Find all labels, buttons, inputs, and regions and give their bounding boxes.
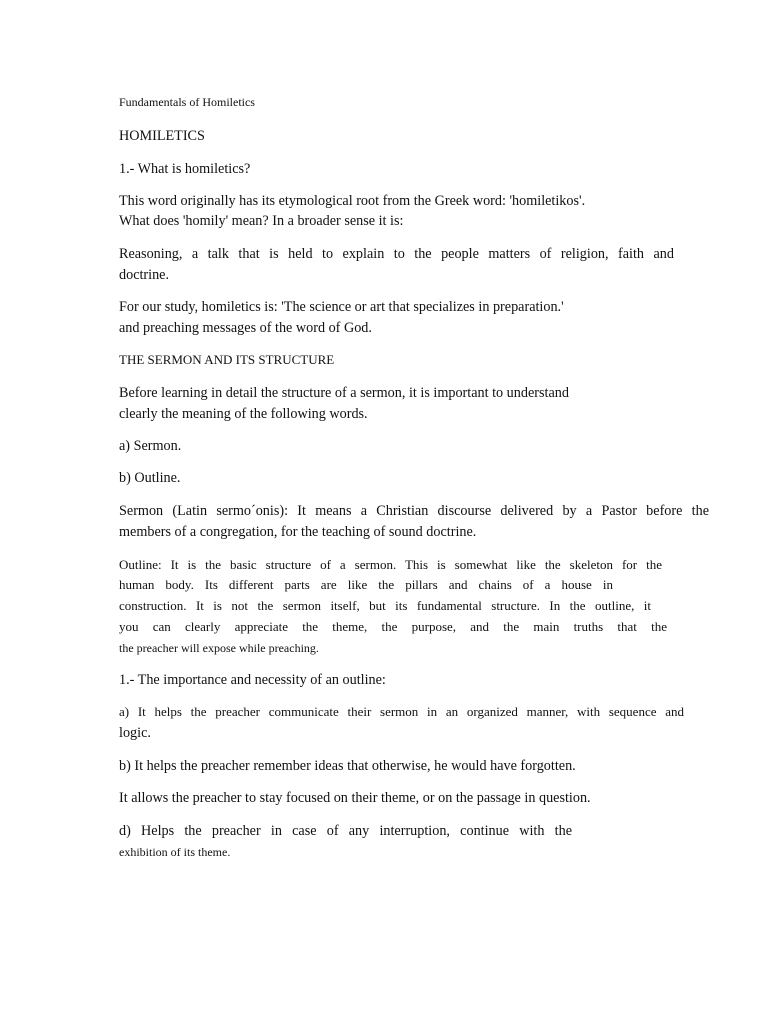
paragraph-outline-definition-line-1: Outline: It is the basic structure of a sermon. This is somewhat like the skeleton for the: [119, 557, 662, 572]
section-heading: THE SERMON AND ITS STRUCTURE: [119, 352, 335, 367]
paragraph-point-d-line-1: d) Helps the preacher in case of any interruption, continue with the: [119, 823, 572, 839]
question-what-is-homiletics: 1.- What is homiletics?: [119, 161, 251, 177]
paragraph-point-b: b) It helps the preacher remember ideas that otherwise, he would have forgotten.: [119, 758, 576, 774]
paragraph-reasoning-line-2: doctrine.: [119, 267, 170, 283]
paragraph-sermon-definition-line-2: members of a congregation, for the teaching of sound doctrine.: [119, 524, 477, 540]
paragraph-reasoning-line-1: Reasoning, a talk that is held to explain to the people matters of religion, faith and: [119, 246, 674, 262]
paragraph-before-learning-line-2: clearly the meaning of the following words.: [119, 406, 368, 422]
paragraph-focus: It allows the preacher to stay focused on their theme, or on the passage in question.: [119, 790, 591, 806]
question-importance-of-outline: 1.- The importance and necessity of an outline:: [119, 672, 386, 688]
paragraph-definition-line-2: and preaching messages of the word of God.: [119, 320, 372, 336]
paragraph-outline-definition-line-2: human body. Its different parts are like the pillars and chains of a house in: [119, 577, 613, 592]
document-title: HOMILETICS: [119, 128, 205, 144]
paragraph-outline-definition-line-4: you can clearly appreciate the theme, the purpose, and the main truths that the: [119, 619, 667, 634]
paragraph-before-learning-line-1: Before learning in detail the structure of a sermon, it is important to understand: [119, 385, 569, 401]
document-header: Fundamentals of Homiletics: [119, 95, 255, 109]
paragraph-point-d-line-2: exhibition of its theme.: [119, 845, 231, 859]
list-item-sermon: a) Sermon.: [119, 438, 182, 454]
paragraph-point-a-line-2: logic.: [119, 725, 151, 741]
paragraph-point-a-line-1: a) It helps the preacher communicate their sermon in an organized manner, with sequence and: [119, 704, 684, 719]
paragraph-sermon-definition-line-1: Sermon (Latin sermo´onis): It means a Christian discourse delivered by a Pastor before the: [119, 503, 709, 519]
paragraph-outline-definition-line-5: the preacher will expose while preaching.: [119, 641, 319, 655]
paragraph-outline-definition-line-3: construction. It is not the sermon itself, but its fundamental structure. In the outline, it: [119, 598, 651, 613]
list-item-outline: b) Outline.: [119, 470, 181, 486]
paragraph-etymology-line-1: This word originally has its etymological root from the Greek word: 'homiletikos'.: [119, 193, 586, 209]
paragraph-etymology-line-2: What does 'homily' mean? In a broader sense it is:: [119, 213, 404, 229]
paragraph-definition-line-1: For our study, homiletics is: 'The science or art that specializes in preparation.': [119, 299, 564, 315]
